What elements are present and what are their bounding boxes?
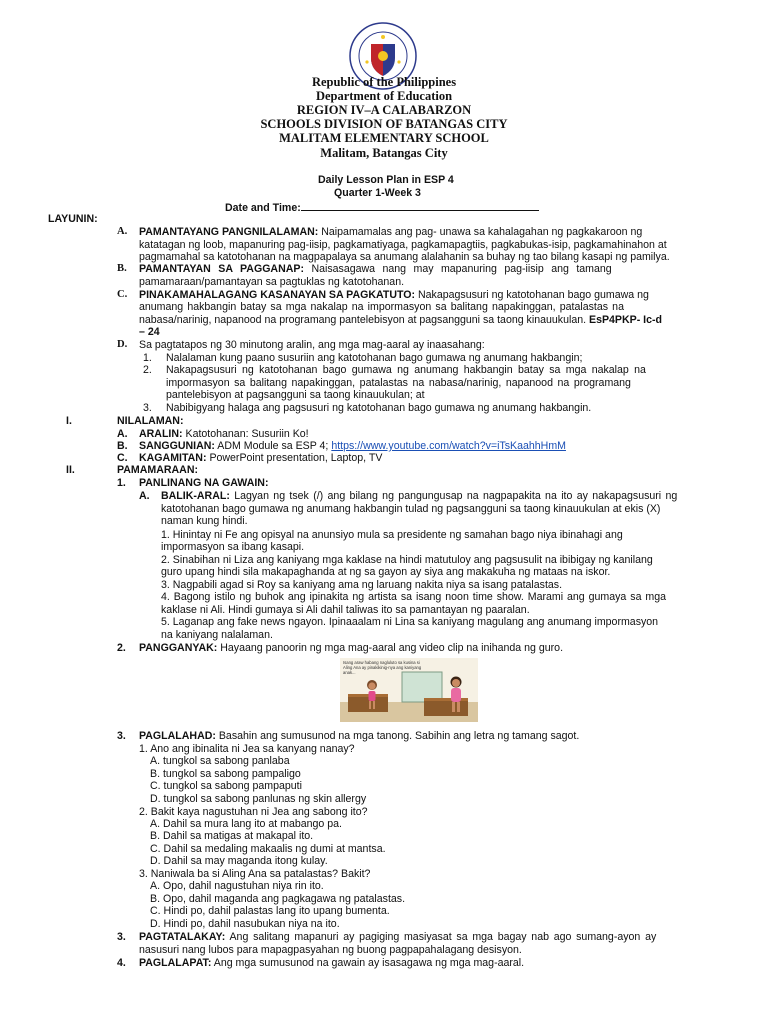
- header-republic: Republic of the Philippines: [311, 75, 457, 89]
- layunin-c-line1: PINAKAMAHALAGANG KASANAYAN SA PAGKATUTO: Nakapagsusuri ng katotohanan bago gumawa ng: [139, 289, 649, 301]
- balik-aral-item5-line1: 5. Laganap ang fake news ngayon. Ipinaaalam ni Lina sa kaniyang magulang ang anumang impormasyon: [161, 616, 659, 628]
- nilalaman-heading: NILALAMAN:: [117, 415, 184, 427]
- layunin-d-text: Sa pagtatapos ng 30 minutong aralin, ang mga mag-aaral ay inaasahang:: [139, 339, 485, 351]
- question-2-choice-a: A. Dahil sa mura lang ito at mabango pa.: [150, 818, 342, 830]
- question-1-choice-c: C. tungkol sa sabong pampaputi: [150, 780, 302, 792]
- date-time-field: Date and Time:: [225, 200, 539, 215]
- layunin-d2-num: 2.: [143, 364, 152, 376]
- layunin-b-line2: pamamaraan/pamantayan sa pagtuklas ng katotohanan.: [139, 276, 405, 288]
- layunin-c-line2: anumang hakbangin batay sa mga nakalap na impormasyon sa balitang napakinggan, patalastas na: [139, 301, 624, 313]
- balik-aral-line1: BALIK-ARAL: Lagyan ng tsek (/) ang bilang ng pangungusap na nagpapakita na ito ay nakapagsusuri ng: [161, 490, 678, 502]
- nilalaman-sanggunian: SANGGUNIAN: ADM Module sa ESP 4; https://www.youtube.com/watch?v=iTsKaahhHmM: [139, 440, 566, 452]
- nilalaman-c-letter: C.: [117, 452, 128, 464]
- pamamaraan-heading: PAMAMARAAN:: [117, 464, 199, 476]
- balik-aral-letter: A.: [139, 490, 150, 502]
- balik-aral-line3: naman kung hindi.: [161, 515, 248, 527]
- panlinang-num: 1.: [117, 477, 126, 489]
- header-region: REGION IV–A CALABARZON: [296, 103, 472, 117]
- pangganyak-text: PANGGANYAK: Hayaang panoorin ng mga mag-aaral ang video clip na inihanda ng guro.: [139, 642, 564, 654]
- layunin-d2-line1: Nakapagsusuri ng katotohanan bago gumawa ng anumang hakbangin batay sa mga nakalap na: [166, 364, 646, 376]
- question-1-choice-a: A. tungkol sa sabong panlaba: [150, 755, 290, 767]
- balik-aral-item5-line2: na kaniyang nalalaman.: [161, 629, 273, 641]
- balik-aral-item1-line2: impormasyon sa ibang kasapi.: [161, 541, 305, 553]
- question-3-choice-d: D. Hindi po, dahil nasubukan niya na ito.: [150, 918, 340, 930]
- layunin-a-line1: PAMANTAYANG PANGNILALAMAN: Naipamamalas ang pag- unawa sa kahalagahan ng pagkakaroon ng: [139, 226, 643, 238]
- paglalapat-num: 4.: [117, 957, 126, 969]
- question-3-choice-c: C. Hindi po, dahil palastas lang ito upang bumenta.: [150, 905, 390, 917]
- nilalaman-a-letter: A.: [117, 428, 128, 440]
- header-address: Malitam, Batangas City: [320, 146, 448, 160]
- pamamaraan-num: II.: [66, 464, 75, 476]
- paglalapat-text: PAGLALAPAT: Ang mga sumusunod na gawain ay isasagawa ng mga mag-aaral.: [139, 957, 525, 969]
- balik-aral-item2-line1: 2. Sinabihan ni Liza ang kaniyang mga kaklase na hindi matutuloy ang pagsusulit na ibibigay ng kanilang: [161, 554, 653, 566]
- layunin-a-letter: A.: [117, 226, 128, 237]
- pagtatalakay-line1: PAGTATALAKAY: Ang salitang mapanuri ay pagiging masiyasat sa mga bagay nab ago sumang-ayon ay: [139, 931, 657, 943]
- layunin-a-line2: katatagan ng loob, mapanuring pag-iisip, pagkamatiyaga, pagkamapagtiis, pagkabukas-isip, pagkamahinahon at: [139, 239, 667, 251]
- question-1-choice-b: B. tungkol sa sabong pampaligo: [150, 768, 301, 780]
- layunin-b-letter: B.: [117, 263, 127, 274]
- balik-aral-item2-line2: guro upang hindi sila makapaghanda at ng sa gayon ay siya ang makakuha ng mataas na iskor.: [161, 566, 611, 578]
- nilalaman-kagamitan: KAGAMITAN: PowerPoint presentation, Laptop, TV: [139, 452, 383, 464]
- video-caption: Isang araw habang nagluluto sa kusina si Aling Ana ay pinakikinig-nya ang kaniyang anak...: [343, 660, 422, 675]
- question-2-choice-c: C. Dahil sa medaling makaalis ng dumi at mantsa.: [150, 843, 386, 855]
- question-1-choice-d: D. tungkol sa sabong panlunas ng skin allergy: [150, 793, 367, 805]
- layunin-d-letter: D.: [117, 339, 128, 350]
- dlp-title: Daily Lesson Plan in ESP 4: [318, 174, 454, 186]
- layunin-d1: Nalalaman kung paano susuriin ang katotohanan bago gumawa ng anumang hakbangin;: [166, 352, 583, 364]
- pagtatalakay-num: 3.: [117, 931, 126, 943]
- layunin-c-line3: nabasa/narinig, napanood na programang pantelebisyon at pagsangguni sa taong kinauukulan. EsP4PKP- Ic-d: [139, 314, 663, 326]
- nilalaman-aralin: ARALIN: Katotohanan: Susuriin Ko!: [139, 428, 309, 440]
- balik-aral-item3: 3. Nagpabili agad si Roy sa kaniyang ama ng laruang nakita niya sa isang patalastas.: [161, 579, 563, 591]
- header-division: SCHOOLS DIVISION OF BATANGAS CITY: [260, 117, 508, 131]
- nilalaman-b-letter: B.: [117, 440, 128, 452]
- video-clip-illustration: [340, 658, 478, 722]
- nilalaman-num: I.: [66, 415, 72, 427]
- layunin-d2-line2: impormasyon sa balitang napakinggan, patalastas na nabasa/narinig, napanood na programang: [166, 377, 631, 389]
- question-3-choice-a: A. Opo, dahil nagustuhan niya rin ito.: [150, 880, 324, 892]
- youtube-link[interactable]: https://www.youtube.com/watch?v=iTsKaahhHmM: [331, 440, 566, 452]
- panlinang-heading: PANLINANG NA GAWAIN:: [139, 477, 269, 489]
- paglalahad-text: PAGLALAHAD: Basahin ang sumusunod na mga tanong. Sabihin ang letra ng tamang sagot.: [139, 730, 580, 742]
- balik-aral-item4-line1: 4. Bagong istilo ng buhok ang ipinakita ng artista sa isang noon time show. Marami ang gumaya sa mga: [161, 591, 667, 603]
- balik-aral-line2: katotohanan bago gumawa ng anumang hakbangin tulad ng pagsangguni sa taong kinauukulan at ekis (X): [161, 503, 661, 515]
- question-2: 2. Bakit kaya nagustuhan ni Jea ang sabong ito?: [139, 806, 368, 818]
- header-department: Department of Education: [315, 89, 453, 103]
- layunin-d1-num: 1.: [143, 352, 152, 364]
- header-school: MALITAM ELEMENTARY SCHOOL: [279, 131, 489, 145]
- paglalahad-num: 3.: [117, 730, 126, 742]
- question-1: 1. Ano ang ibinalita ni Jea sa kanyang nanay?: [139, 743, 355, 755]
- layunin-b-line1: PAMANTAYAN SA PAGGANAP: Naisasagawa nang may mapanuring pag-iisip ang tamang: [139, 263, 612, 275]
- balik-aral-item4-line2: kaklase ni Ali. Hindi gumaya si Ali dahil taliwas ito sa pamantayan ng paaralan.: [161, 604, 530, 616]
- layunin-heading: LAYUNIN:: [48, 213, 98, 225]
- pagtatalakay-line2: nasusuri nang lubos para mapagpasyahan ng buong pagpapahalagang desisyon.: [139, 944, 522, 956]
- question-2-choice-d: D. Dahil sa may maganda itong kulay.: [150, 855, 328, 867]
- layunin-a-line3: pagmamahal sa katotohanan na magpapalaya sa anumang alalahanin sa buhay ng tao bilang kasapi ng pamilya.: [139, 251, 670, 263]
- layunin-c-line4: – 24: [139, 326, 160, 338]
- question-2-choice-b: B. Dahil sa matigas at makapal ito.: [150, 830, 314, 842]
- layunin-d2-line3: pantelebisyon at pagsangguni sa taong kinauukulan; at: [166, 389, 425, 401]
- layunin-c-letter: C.: [117, 289, 128, 300]
- layunin-d3: Nabibigyang halaga ang pagsusuri ng katotohanan bago gumawa ng anumang hakbangin.: [166, 402, 592, 414]
- question-3: 3. Naniwala ba si Aling Ana sa patalastas? Bakit?: [139, 868, 371, 880]
- balik-aral-item1-line1: 1. Hinintay ni Fe ang opisyal na anunsiyo mula sa presidente ng samahan bago niya ibinahagi ang: [161, 529, 623, 541]
- dlp-quarter: Quarter 1-Week 3: [334, 187, 421, 199]
- layunin-d3-num: 3.: [143, 402, 152, 414]
- pangganyak-num: 2.: [117, 642, 126, 654]
- question-3-choice-b: B. Opo, dahil maganda ang pagkagawa ng patalastas.: [150, 893, 406, 905]
